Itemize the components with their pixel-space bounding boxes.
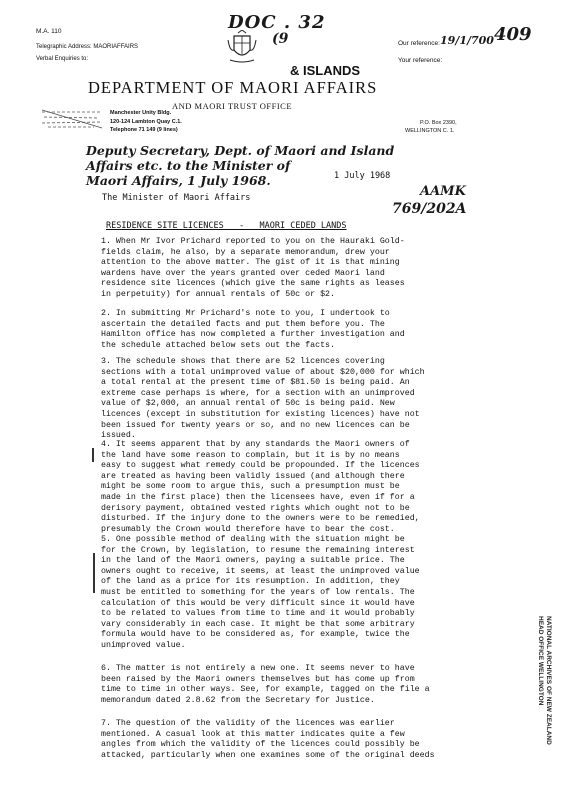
paragraph-6: 6. The matter is not entirely a new one. It seems never to have been raised by the Maori owners themselves but has come up from time to time in other ways. See, for example, tagged on the file a memorandum dated 2.8.62 from the Secretary for Justice.	[101, 664, 430, 705]
po-box: P.O. Box 2390,	[420, 120, 457, 126]
trust-office: AND MAORI TRUST OFFICE	[172, 101, 293, 111]
telegraphic-address: Telegraphic Address: MAORIAFFAIRS	[36, 44, 139, 50]
handwritten-page-number: 409	[494, 24, 532, 45]
address-line: Manchester Unity Bldg.	[110, 110, 172, 116]
handwritten-note-line: Affairs etc. to the Minister of	[86, 158, 291, 173]
margin-mark	[92, 448, 94, 462]
address-block	[110, 109, 182, 135]
handwritten-archive-code: AAMK	[420, 184, 466, 199]
paragraph-5: 5. One possible method of dealing with the situation might be for the Crown, by legislation, to resume the remaining interest in the land of the Maori owners, paying a suitable price. The owners ought to receive, it seems, at least the unimproved value of the land as a price for its resumption. In addition, they must be entitled to something for the years of low rentals. The calculation of this would be very difficult since it would have to be related to values from time to time and it would probably vary considerably in each case. It might be that some arbitrary formula would have to be considered as, for example, twice the unimproved value.	[101, 535, 420, 650]
archive-stamp-line: NATIONAL ARCHIVES OF NEW ZEALAND	[545, 616, 552, 745]
archive-stamp	[536, 616, 552, 745]
department-name: DEPARTMENT OF MAORI AFFAIRS	[88, 78, 378, 97]
department-islands: & ISLANDS	[290, 63, 361, 78]
verbal-enquiries: Verbal Enquiries to:	[36, 56, 89, 62]
our-reference-value: 19/1/700	[440, 34, 494, 47]
paragraph-3: 3. The schedule shows that there are 52 licences covering sections with a total unimproved value of about $20,000 for which a total rental at the present time of $81.50 is being paid. An extreme case perhaps is where, for a section with an unimproved value of $2,000, an annual rental of 50c is being paid. New licences (except in substitution for existing licences) have not been issued for twenty years or so, and no new licences can be issued.	[101, 357, 425, 441]
handwritten-archive-sub: 769/202A	[392, 201, 467, 217]
coat-of-arms-icon	[224, 30, 260, 66]
address-line: Telephone 71 149 (9 lines)	[110, 127, 178, 133]
letter-date: 1 July 1968	[334, 171, 391, 181]
addressee: The Minister of Maori Affairs	[102, 193, 251, 203]
our-reference-label: Our reference:	[398, 40, 440, 47]
handwritten-note-line: Deputy Secretary, Dept. of Maori and Island	[86, 143, 395, 158]
margin-mark	[93, 553, 95, 593]
subject-heading: RESIDENCE SITE LICENCES - MAORI CEDED LANDS	[106, 221, 347, 231]
form-code: M.A. 110	[36, 28, 62, 35]
paragraph-7: 7. The question of the validity of the licences was earlier mentioned. A casual look at this matter indicates quite a few angles from which the validity of the licences could possibly be attacked, particularly when one examines some of the original deeds	[101, 719, 435, 760]
your-reference-label: Your reference:	[398, 57, 443, 64]
handwritten-doc-sub: (9	[272, 31, 289, 47]
paragraph-2: 2. In submitting Mr Prichard's note to you, I undertook to ascertain the detailed facts and put them before you. The Hamilton office has now completed a further investigation and the schedule attached below sets out the facts.	[101, 309, 405, 350]
struck-letterhead-mark	[40, 108, 104, 130]
archive-stamp-line: HEAD OFFICE WELLINGTON	[537, 616, 544, 706]
handwritten-note	[86, 143, 394, 188]
paragraph-1: 1. When Mr Ivor Prichard reported to you on the Hauraki Gold- fields claim, he also, by a separate memorandum, drew your attention to the above matter. The gist of it is that mining wardens have over the years granted over ceded Maori land residence site licences (which give the same rights as leases in perpetuity) for annual rentals of 50c or $2.	[101, 237, 405, 299]
paragraph-4: 4. It seems apparent that by any standards the Maori owners of the land have some reason to complain, but it is by no means easy to suggest what remedy could be propounded. If the licences are treated as having been validly issued (and although there might be some room to argue this, such a presumption must be made in the first place) then the licensees have, even if for a derisory payment, obtained vested rights which ought not to be disturbed. If the injury done to the owners were to be remedied, presumably the Crown would therefore have to bear the cost.	[101, 440, 420, 534]
address-line: 120-124 Lambton Quay C.1.	[110, 118, 182, 125]
handwritten-doc-number: DOC . 32	[228, 12, 326, 33]
handwritten-note-line: Maori Affairs, 1 July 1968.	[86, 173, 271, 188]
city: WELLINGTON C. 1.	[405, 128, 455, 134]
